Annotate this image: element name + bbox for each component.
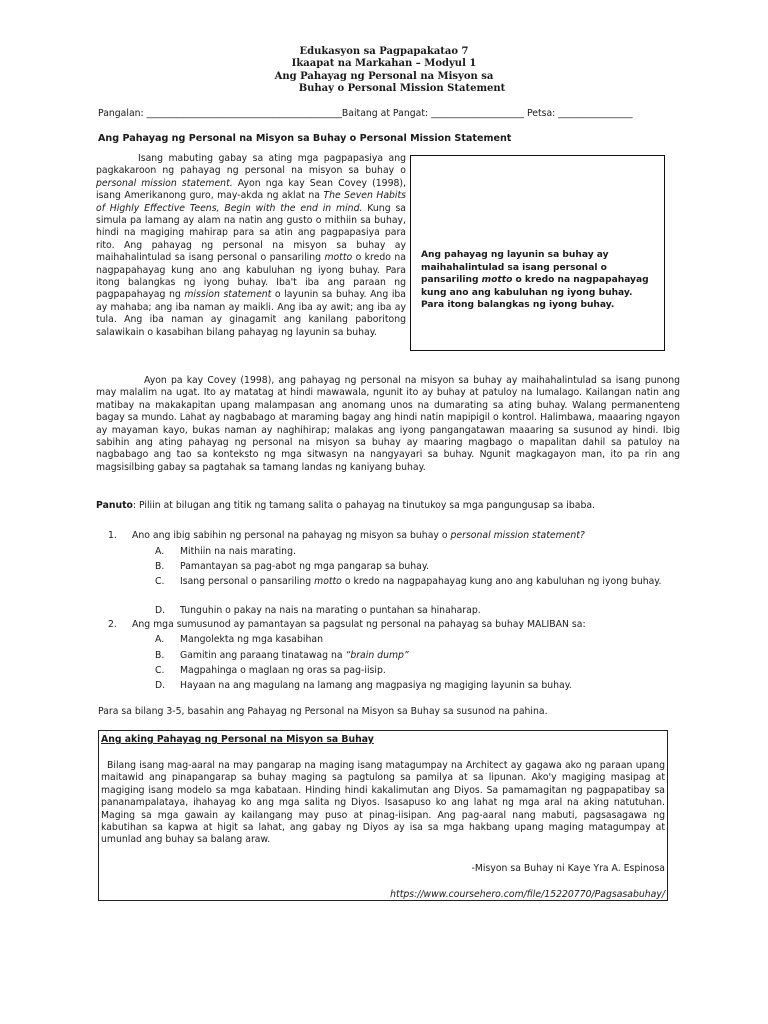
answer-option: Tunguhin o pakay na nais na marating o puntahan sa hinaharap.	[180, 605, 481, 616]
answer-option: Pamantayan sa pag-abot ng mga pangarap sa buhay.	[180, 561, 429, 572]
section-title: Ang Pahayag ng Personal na Misyon sa Buhay o Personal Mission Statement	[98, 133, 512, 144]
answer-option: Mangolekta ng mga kasabihan	[180, 634, 323, 645]
name-blank: __________________________________________	[146, 108, 342, 119]
questions-list: 1. Ano ang ibig sabihin ng personal na pahayag ng misyon sa buhay o personal mission statement? A. Mithiin na nais marating. B. Pamantayan sa pag-abot ng mga pangarap sa buhay. C. Isang personal o pansariling motto o kredo na nagpapahayag kung ano ang kabuluhan ng iyong buhay. D. Tunguhin o pakay na nais na marating o puntahan sa hinaharap. 2. Ang mga sumusunod ay pamantayan sa pagsulat ng personal na pahayag sa buhay MALIBAN sa: A. Mangolekta ng mga kasabihan B. Gamitin ang paraang tinatawag na “brain dump” C. Magpahinga o maglaan ng oras sa pag-iisip. D. Hayaan na ang magulang na lamang ang magpasiya ng magiging layunin sa buhay.	[0, 529, 768, 689]
mission-body: Bilang isang mag-aaral na may pangarap na maging isang matagumpay na Architect ay gagawa ako ng paraan upang maitawid ang pinapangarap sa buhay maging sa pagtulong sa pamilya at sa lipunan. Ako'y magiging masipag at magiging isang modelo sa mga kabataan. Hinding hindi kakalimutan ang Diyos. Sa pamamagitan ng pagpapatibay sa pananampalataya, ihahayag ko ang mga salita ng Diyos. Isasapuso ko ang lahat ng mga aral na aking natutuhan. Maging sa mga gawain ay kailangang may puso at pinag-iisipan. Ang pag-aaral nang mabuti, pagsasagawa ng kabutihan sa kapwa at higit sa lahat, ang gabay ng Diyos ay isa sa mga hakbang upang maging matagumpay at umunlad ang buhay sa balang araw.	[101, 760, 665, 846]
callout-text: Ang pahayag ng layunin sa buhay ay maihahalintulad sa isang personal o pansariling motto o kredo na nagpapahayag kung ano ang kabuluhan ng iyong buhay. Para itong balangkas ng iyong buhay.	[421, 250, 649, 311]
answer-option: Mithiin na nais marating.	[180, 546, 296, 557]
intro-paragraph: Isang mabuting gabay sa ating mga pagpapasiya ang pagkakaroon ng pahayag ng personal na misyon sa buhay o personal mission statement. Ayon nga kay Sean Covey (1998), isang Amerikanong guro, may-akda ng aklat na The Seven Habits of Highly Effective Teens, Begin with the end in mind. Kung sa simula pa lamang ay alam na natin ang gusto o mithiin sa buhay, hindi na magiging mahirap para sa atin ang pagpapasiya para rito. Ang pahayag ng personal na misyon sa buhay ay maihahalintulad sa isang personal o pansariling motto o kredo na nagpapahayag kung ano ang kabuluhan ng iyong buhay. Para itong balangkas ng iyong buhay. Iba't iba ang paraan ng pagpapahayag ng mission statement o layunin sa buhay. Ang iba ay mahaba; ang iba naman ay maikli. Ang iba ay awit; ang iba ay tula. Ang iba naman ay ginagamit ang kanilang paboritong salawikain o kasabihan bilang pahayag ng layunin sa buhay.	[96, 153, 407, 338]
lesson-title-line1: Ang Pahayag ng Personal na Misyon sa	[274, 71, 494, 82]
answer-option: Hayaan na ang magulang na lamang ang magpasiya ng magiging layunin sa buhay.	[180, 680, 572, 691]
grade-blank: ____________________	[431, 108, 525, 119]
lesson-title-line2: Buhay o Personal Mission Statement	[298, 83, 506, 94]
grade-label: Baitang at Pangat:	[341, 108, 429, 119]
answer-option: Isang personal o pansariling motto o kredo na nagpapahayag kung ano ang kabuluhan ng iyong buhay.	[180, 576, 662, 587]
answer-option: Magpahinga o maglaan ng oras sa pag-iisip.	[180, 665, 386, 676]
mission-statement-box	[98, 730, 668, 901]
student-info-fields	[98, 108, 698, 119]
mission-title: Ang aking Pahayag ng Personal na Misyon sa Buhay	[101, 734, 374, 745]
instructions: Panuto: Piliin at bilugan ang titik ng tamang salita o pahayag na tinutukoy sa mga pangungusap sa ibaba.	[96, 500, 595, 511]
quarter-module: Ikaapat na Markahan – Modyul 1	[291, 58, 477, 69]
covey-paragraph: Ayon pa kay Covey (1998), ang pahayag ng personal na misyon sa buhay ay maihahalintulad sa isang punong may malalim na ugat. Ito ay matatag at hindi mawawala, ngunit ito ay buhay at patuloy na lumalago. Kailangan natin ang matibay na makakapitan upang malampasan ang anomang unos na dumarating sa ating buhay. Walang permanenteng bagay sa mundo. Lahat ay nagbabago at maraming bagay ang hindi natin mapipigil o kontrol. Halimbawa, maaaring ngayon ay mayaman kayo, bukas naman ay naghihirap; malakas ang iyong pangangatawan maaaring sa susunod ay hindi. Ibig sabihin ang ating pahayag ng personal na misyon sa buhay ay maaring magbago o mapalitan dahil sa patuloy na nagbabago ang tao sa konteksto ng mga sitwasyn na nangyayari sa buhay. Ngunit magkagayon man, ito pa rin ang magsisilbing gabay sa pagtahak sa tamang landas ng kaniyang buhay.	[96, 375, 680, 473]
lead-in-text: Para sa bilang 3-5, basahin ang Pahayag ng Personal na Misyon sa Buhay sa susunod na pahina.	[98, 706, 548, 717]
mission-signature: -Misyon sa Buhay ni Kaye Yra A. Espinosa	[471, 863, 665, 874]
date-label: Petsa:	[527, 108, 556, 119]
name-label: Pangalan:	[98, 108, 144, 119]
subject-title: Edukasyon sa Pagpapakatao 7	[299, 46, 469, 57]
callout-box	[410, 155, 665, 351]
source-link[interactable]: https://www.coursehero.com/file/15220770/Pagsasabuhay/	[390, 889, 665, 900]
date-blank: ________________	[558, 108, 633, 119]
answer-option: Gamitin ang paraang tinatawag na “brain dump”	[180, 650, 409, 661]
